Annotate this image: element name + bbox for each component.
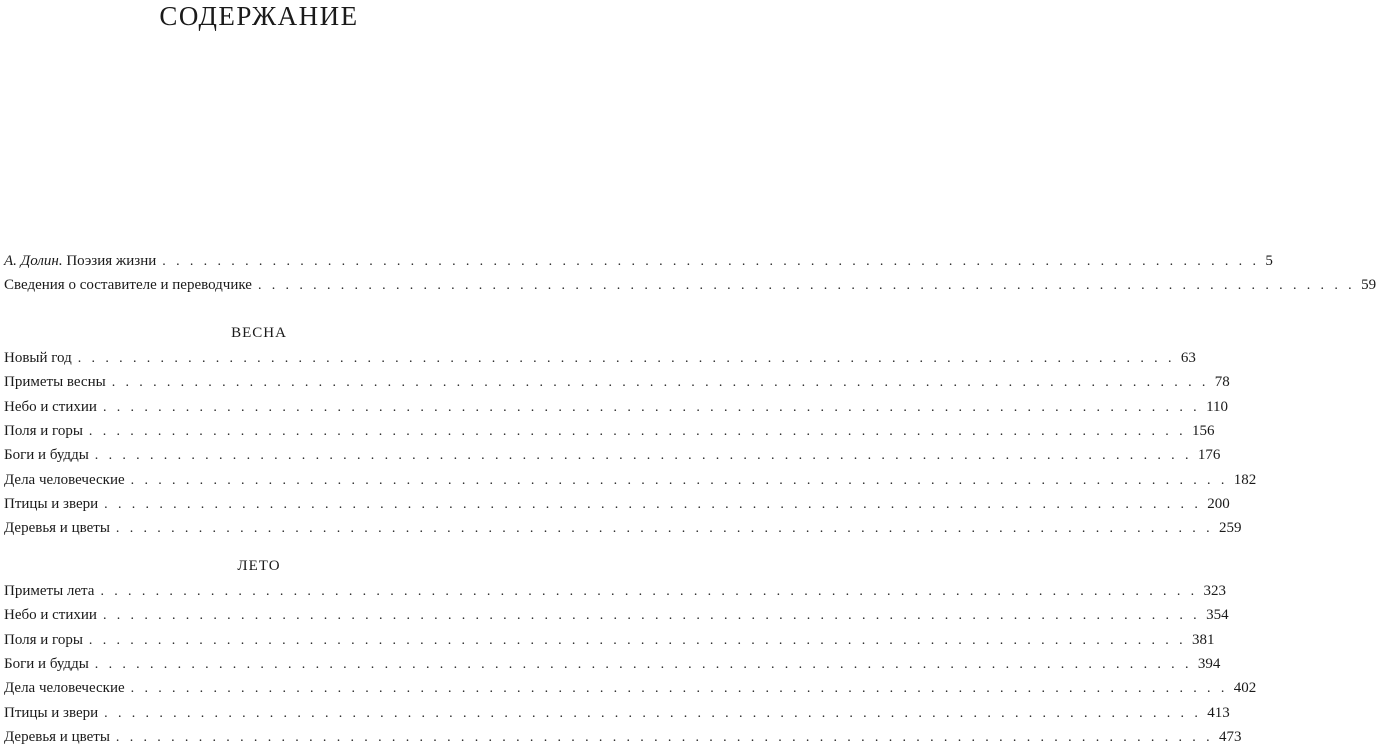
dot-leader: . . . . . . . . . . . . . . . . . . . . . . . . . . . . . . . . . . . . . . . . . . . . . . . . . . . . . . . . . . . . . . . . . . . . . . . . . . . . . . . . [94,656,1192,672]
dot-leader: . . . . . . . . . . . . . . . . . . . . . . . . . . . . . . . . . . . . . . . . . . . . . . . . . . . . . . . . . . . . . . . . . . . . . . . . . . . . . . . . [115,729,1214,745]
toc-entry-title: Небо и стихии [4,607,97,624]
toc-page-number: 5 [1265,253,1273,269]
toc-entry[interactable] [4,653,1221,675]
dot-leader: . . . . . . . . . . . . . . . . . . . . . . . . . . . . . . . . . . . . . . . . . . . . . . . . . . . . . . . . . . . . . . . . . . . . . . . . . . . . . . . . [104,496,1202,512]
page-title: СОДЕРЖАНИЕ [159,1,359,31]
toc-entry-title: Дела человеческие [4,680,125,697]
toc-entry-title: Боги и будды [4,447,89,464]
toc-page-number: 59 [1361,277,1376,294]
toc-entry-title: Сведения о составителе и переводчике [4,277,252,294]
toc-page-number: 182 [1233,471,1257,488]
toc-entry-title: А. Долин. Поэзия жизни [4,253,157,269]
toc-entry[interactable] [4,702,1230,724]
dot-leader: . . . . . . . . . . . . . . . . . . . . . . . . . . . . . . . . . . . . . . . . . . . . . . . . . . . . . . . . . . . . . . . . . . . . . . . . . . . . . . . . [130,681,1228,697]
toc-entry[interactable] [4,396,1229,418]
toc-entry[interactable] [4,493,1230,515]
dot-leader: . . . . . . . . . . . . . . . . . . . . . . . . . . . . . . . . . . . . . . . . . . . . . . . . . . . . . . . . . . . . . . . . . . . . . . . . . . . . . . . . [257,278,1356,294]
toc-entry-title: Дела человеческие [4,471,125,488]
dot-leader: . . . . . . . . . . . . . . . . . . . . . . . . . . . . . . . . . . . . . . . . . . . . . . . . . . . . . . . . . . . . . . . . . . . . . . . . . . . . . . . . [102,608,1201,624]
toc-entry-title: Боги и будды [4,655,89,672]
toc-page-number: 354 [1206,607,1229,624]
toc-entry[interactable] [4,420,1215,442]
toc-page-number: 413 [1207,704,1230,721]
toc-entry[interactable] [4,274,1376,296]
toc-entry-title: Небо и стихии [4,398,97,415]
dot-leader: . . . . . . . . . . . . . . . . . . . . . . . . . . . . . . . . . . . . . . . . . . . . . . . . . . . . . . . . . . . . . . . . . . . . . . . . . . . . . . . . [130,472,1228,488]
dot-leader: . . . . . . . . . . . . . . . . . . . . . . . . . . . . . . . . . . . . . . . . . . . . . . . . . . . . . . . . . . . . . . . . . . . . . . . . . . . . . . . . [111,375,1209,391]
section-heading: ВЕСНА [231,325,287,341]
toc-entry[interactable] [4,629,1215,651]
dot-leader: . . . . . . . . . . . . . . . . . . . . . . . . . . . . . . . . . . . . . . . . . . . . . . . . . . . . . . . . . . . . . . . . . . . . . . . . . . . . . . . . [162,254,1260,269]
dot-leader: . . . . . . . . . . . . . . . . . . . . . . . . . . . . . . . . . . . . . . . . . . . . . . . . . . . . . . . . . . . . . . . . . . . . . . . . . . . . . . . . [104,705,1202,721]
toc-page-number: 176 [1197,447,1221,464]
toc-entry[interactable] [4,444,1221,466]
toc-page-number: 402 [1233,680,1257,697]
dot-leader: . . . . . . . . . . . . . . . . . . . . . . . . . . . . . . . . . . . . . . . . . . . . . . . . . . . . . . . . . . . . . . . . . . . . . . . . . . . . . . . . [115,521,1214,537]
toc-entry[interactable] [4,604,1229,626]
toc-entry[interactable] [4,677,1257,699]
dot-leader: . . . . . . . . . . . . . . . . . . . . . . . . . . . . . . . . . . . . . . . . . . . . . . . . . . . . . . . . . . . . . . . . . . . . . . . . . . . . . . . . [94,448,1192,464]
toc-page-number: 381 [1192,631,1215,648]
toc-entry[interactable] [4,347,1196,369]
toc-page-number: 259 [1219,520,1242,537]
dot-leader: . . . . . . . . . . . . . . . . . . . . . . . . . . . . . . . . . . . . . . . . . . . . . . . . . . . . . . . . . . . . . . . . . . . . . . . . . . . . . . . . [88,423,1187,439]
toc-entry-title: Поля и горы [4,631,83,648]
toc-entry-title: Птицы и звери [4,495,99,512]
toc-entry-author: А. Долин. [4,253,63,269]
toc-entry[interactable] [4,580,1227,602]
toc-entry-title: Поля и горы [4,422,83,439]
toc-page-number: 473 [1219,728,1242,745]
toc-page-number: 200 [1207,495,1230,512]
toc-page-number: 78 [1214,374,1230,391]
toc-page-number: 110 [1206,398,1229,415]
toc-page-number: 394 [1197,655,1221,672]
toc-entry[interactable] [4,469,1257,491]
toc-entry-title: Деревья и цветы [4,728,110,745]
toc-page-number: 156 [1192,422,1215,439]
dot-leader: . . . . . . . . . . . . . . . . . . . . . . . . . . . . . . . . . . . . . . . . . . . . . . . . . . . . . . . . . . . . . . . . . . . . . . . . . . . . . . . . [102,399,1201,415]
toc-entry-title: Приметы лета [4,583,95,599]
toc-entry-title: Птицы и звери [4,704,99,721]
toc-entry-title: Приметы весны [4,374,106,391]
toc-entry[interactable] [4,517,1242,539]
toc-entry[interactable] [4,726,1242,748]
toc-entry[interactable] [4,371,1230,393]
dot-leader: . . . . . . . . . . . . . . . . . . . . . . . . . . . . . . . . . . . . . . . . . . . . . . . . . . . . . . . . . . . . . . . . . . . . . . . . . . . . . . . . [77,351,1175,366]
toc-page-number: 63 [1180,350,1196,366]
section-heading: ЛЕТО [237,558,281,574]
toc-page-number: 323 [1203,583,1227,599]
dot-leader: . . . . . . . . . . . . . . . . . . . . . . . . . . . . . . . . . . . . . . . . . . . . . . . . . . . . . . . . . . . . . . . . . . . . . . . . . . . . . . . . [100,584,1198,599]
dot-leader: . . . . . . . . . . . . . . . . . . . . . . . . . . . . . . . . . . . . . . . . . . . . . . . . . . . . . . . . . . . . . . . . . . . . . . . . . . . . . . . . [88,632,1187,648]
toc-entry-title: Новый год [4,350,72,366]
toc-entry-title: Деревья и цветы [4,520,110,537]
toc-entry[interactable] [4,250,1273,272]
